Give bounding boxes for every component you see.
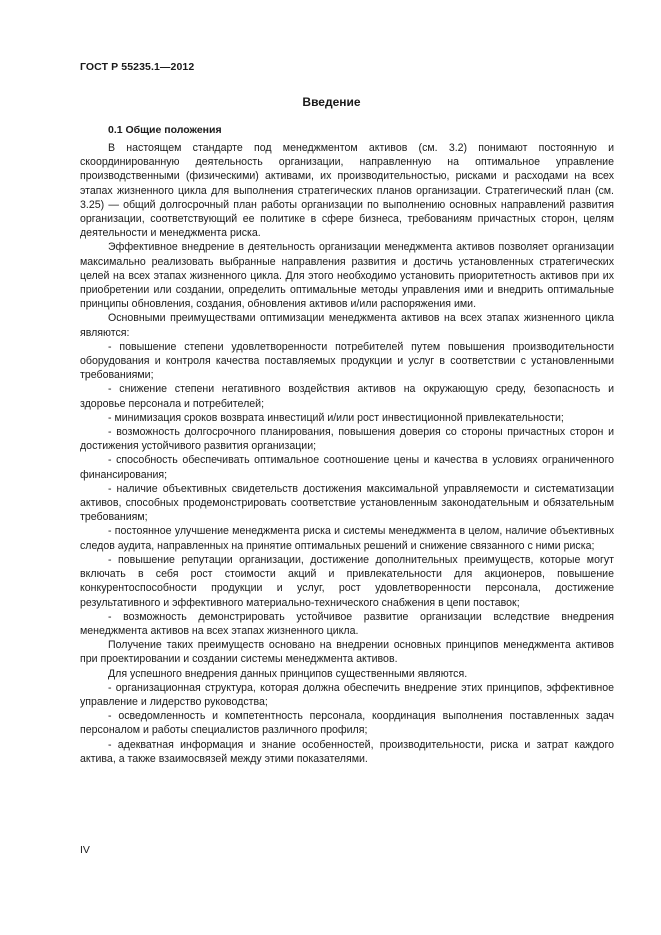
list-item: - возможность демонстрировать устойчивое развитие организации вследствие внедрения менеджмента активов на всех этапах жизненного цикла. xyxy=(80,610,614,637)
list-item: - адекватная информация и знание особенностей, производительности, риска и затрат каждого актива, а также взаимосвязей между этими показателями. xyxy=(80,738,614,765)
document-header: ГОСТ Р 55235.1—2012 xyxy=(80,61,195,73)
page-number: IV xyxy=(80,844,90,856)
list-item: - минимизация сроков возврата инвестиций и/или рост инвестиционной привлекательности; xyxy=(108,411,564,424)
paragraph: Получение таких преимуществ основано на внедрении основных принципов менеджмента активов при проектировании и создании системы менеджмента активов. xyxy=(80,639,614,666)
list-item: - наличие объективных свидетельств достижения максимальной управляемости и систематизации активов, способных продемонстрировать соответствие установленным законодательным и обязательным требованиям; xyxy=(80,482,614,524)
list-item: - осведомленность и компетентность персонала, координация выполнения поставленных задач персоналом и работы специалистов различного профиля; xyxy=(80,710,614,737)
paragraph: В настоящем стандарте под менеджментом активов (см. 3.2) понимают постоянную и скоординированную деятельность организации, направленную на оптимальное управление производственными (физическими) активами, их производительностью, рисками и расходами на всех этапах жизненного цикла для выполнения стратегических планов организации. Стратегический план (см. 3.25) — общий долгосрочный план работы организации по выполнению основных направлений развития организации, соответствующий ее политике в сфере бизнеса, требованиям причастных сторон, целям деятельности и менеджмента риска. xyxy=(80,142,614,240)
list-item: - способность обеспечивать оптимальное соотношение цены и качества в условиях ограниченного финансирования; xyxy=(80,454,614,481)
paragraph: Эффективное внедрение в деятельность организации менеджмента активов позволяет организации максимально реализовать выбранные направления развития и достичь установленных стратегических целей на всех этапах жизненного цикла. Для этого необходимо установить приоритетность активов при их приобретении или создании, определить оптимальные методы управления ими и внедрить оптимальные принципы обновления, создания, обновления активов и/или распоряжения ими. xyxy=(80,241,614,311)
list-item: - снижение степени негативного воздействия активов на окружающую среду, безопасность и здоровье персонала и потребителей; xyxy=(80,383,614,410)
list-item: - повышение степени удовлетворенности потребителей путем повышения производительности оборудования и контроля качества поставляемых продукции и услуг в соответствии с установленными требованиями; xyxy=(80,340,614,382)
list-item: - постоянное улучшение менеджмента риска и системы менеджмента в целом, наличие объективных следов аудита, направленных на принятие оптимальных решений и снижение связанного с ними риска; xyxy=(80,525,614,552)
paragraph: Основными преимуществами оптимизации менеджмента активов на всех этапах жизненного цикла являются: xyxy=(80,312,614,339)
body-text xyxy=(80,141,614,766)
list-item: - организационная структура, которая должна обеспечить внедрение этих принципов, эффективное управление и лидерство руководства; xyxy=(80,681,614,708)
paragraph: Для успешного внедрения данных принципов существенными являются. xyxy=(108,667,468,680)
section-heading: 0.1 Общие положения xyxy=(108,124,222,136)
list-item: - возможность долгосрочного планирования, повышения доверия со стороны причастных сторон и достижения устойчивого развития организации; xyxy=(80,426,614,453)
list-item: - повышение репутации организации, достижение дополнительных преимуществ, которые могут включать в себя рост стоимости акций и привлекательности для акционеров, повышение конкурентоспособности продукции и услуг, рост удовлетворенности персонала, достижение результативного и эффективного материально-технического снабжения в цепи поставок; xyxy=(80,553,614,609)
page-title: Введение xyxy=(302,95,361,109)
